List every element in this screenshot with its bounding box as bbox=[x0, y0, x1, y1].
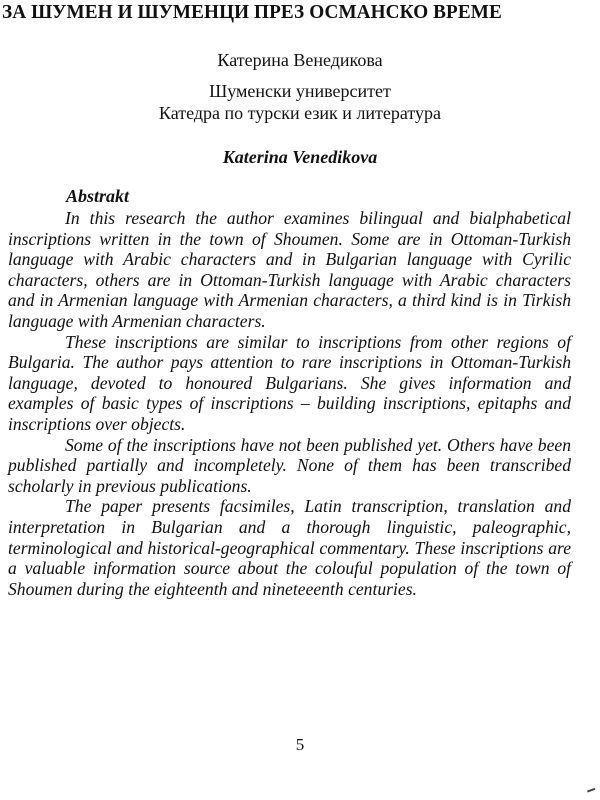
author-department: Катедра по турски език и литература bbox=[158, 103, 442, 123]
abstract-paragraph: In this research the author examines bilingual and bialphabetical inscriptions written in the town of Shoumen. Some are in Ottoman-Turkish language with Arabic characters and in Bulgarian language with Cyrilic characters, others are in Ottoman-Turkish language with Arabic characters and in Armenian language with Armenian characters, a third kind is in Tirkish language with Armenian characters. bbox=[8, 208, 571, 331]
author-university: Шуменски университет bbox=[209, 81, 391, 101]
abstract-body bbox=[8, 208, 571, 599]
scan-corner-mark bbox=[587, 788, 597, 797]
page-number: 5 bbox=[295, 735, 305, 754]
abstract-heading: Abstrakt bbox=[66, 186, 130, 206]
article-title: ЗА ШУМЕН И ШУМЕНЦИ ПРЕЗ ОСМАНСКО ВРЕМЕ bbox=[2, 2, 502, 23]
author-name-cyrillic: Катерина Венедикова bbox=[217, 50, 383, 70]
author-name-latin: Katerina Venedikova bbox=[222, 147, 378, 167]
abstract-paragraph: The paper presents facsimiles, Latin transcription, translation and interpretation in Bulgarian and a thorough linguistic, paleographic, terminological and historical-geographical commentary. These inscriptions are a valuable information source about the colouful population of the town of Shoumen during the eighteenth and nineteeenth centuries. bbox=[8, 496, 571, 599]
abstract-paragraph: These inscriptions are similar to inscriptions from other regions of Bulgaria. The author pays attention to rare inscriptions in Ottoman-Turkish language, devoted to honoured Bulgarians. She gives information and examples of basic types of inscriptions – building inscriptions, epitaphs and inscriptions over objects. bbox=[8, 331, 571, 434]
abstract-paragraph: Some of the inscriptions have not been published yet. Others have been published partially and incompletely. None of them has been transcribed scholarly in previous publications. bbox=[8, 434, 571, 496]
